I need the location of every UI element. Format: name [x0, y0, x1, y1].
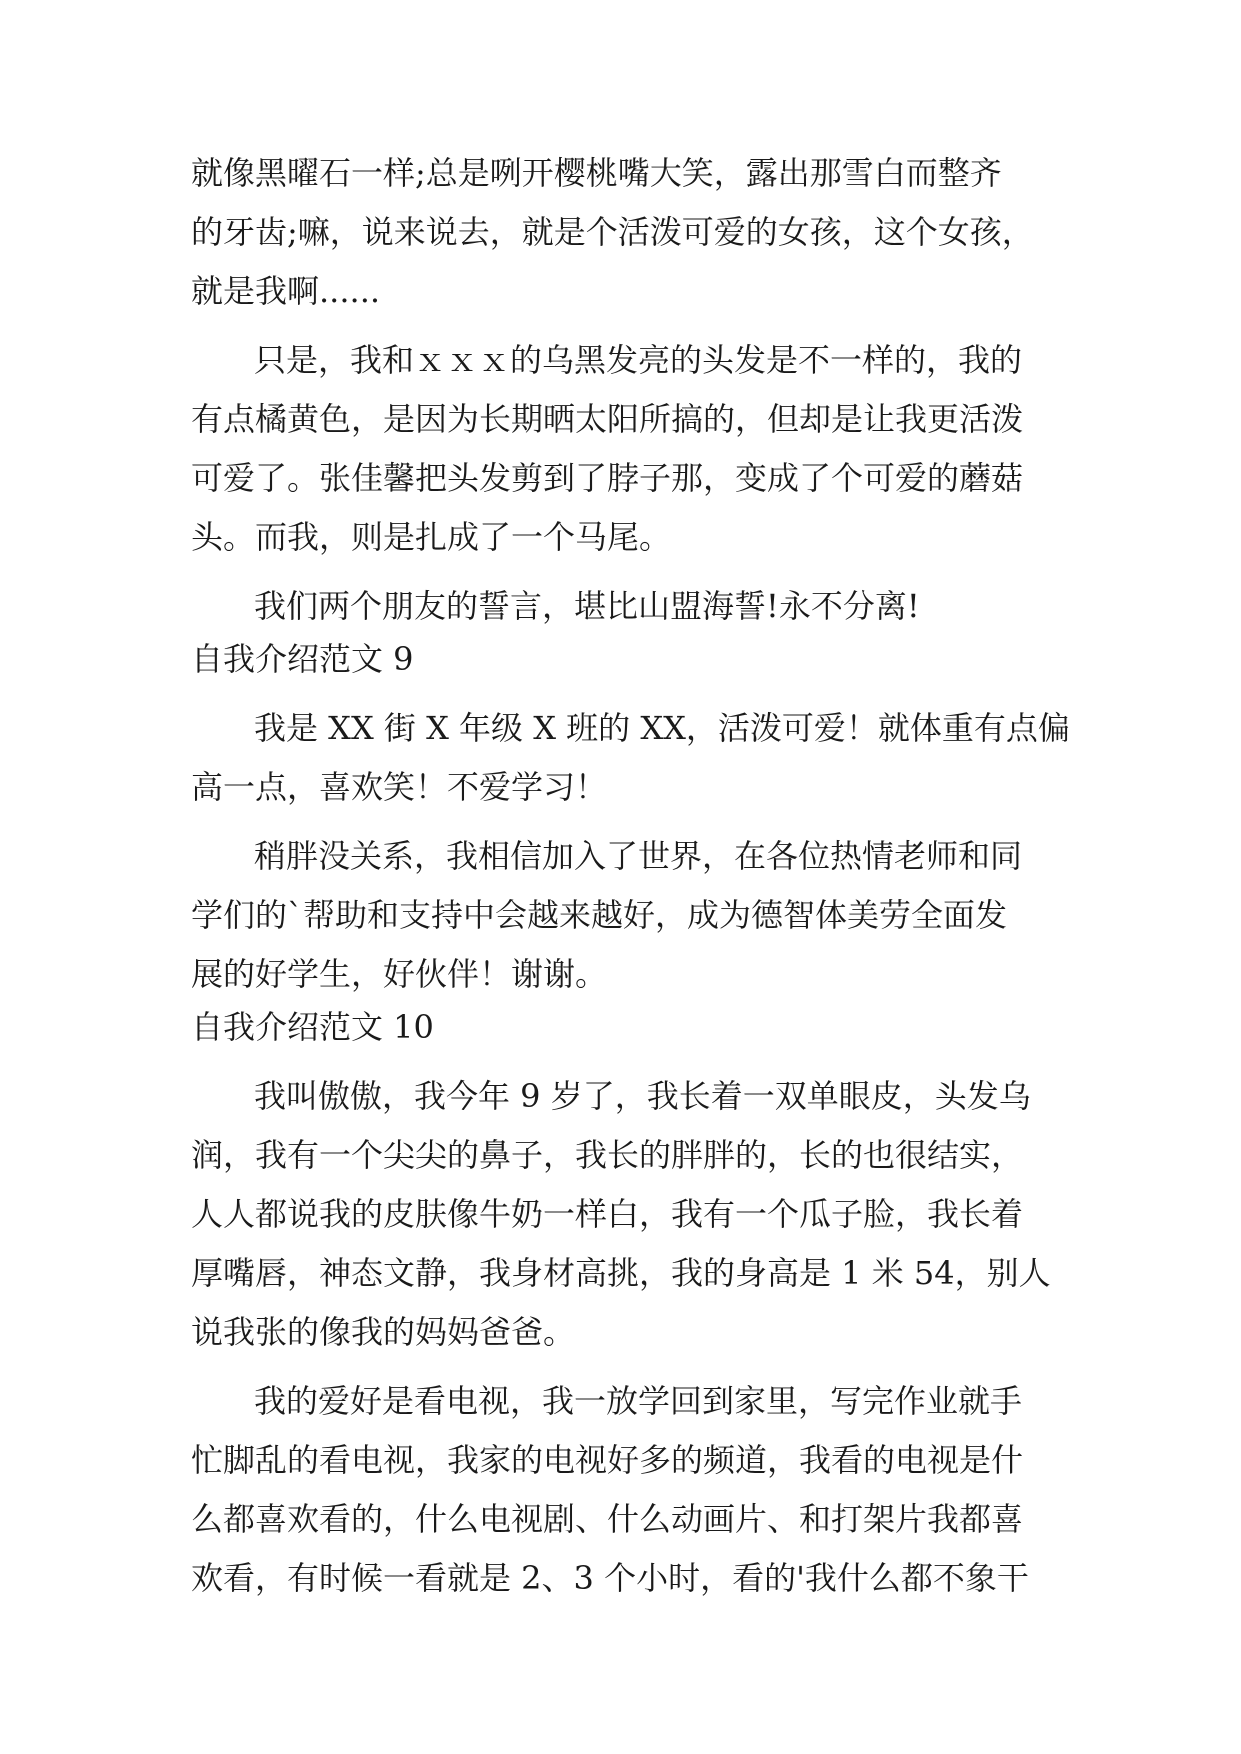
section-heading: 自我介绍范文 10: [191, 1008, 434, 1046]
text-line: 么都喜欢看的，什么电视剧、什么动画片、和打架片我都喜: [191, 1500, 1024, 1538]
text-line: 就是我啊......: [191, 272, 381, 310]
paragraph-first-line: 只是，我和ｘｘｘ的乌黑发亮的头发是不一样的，我的: [254, 341, 1023, 379]
paragraph-first-line: 我是 XX 街 X 年级 X 班的 XX，活泼可爱！就体重有点偏: [254, 709, 1070, 747]
paragraph-first-line: 我的爱好是看电视，我一放学回到家里，写完作业就手: [254, 1382, 1023, 1420]
text-line: 头。而我，则是扎成了一个马尾。: [191, 518, 672, 556]
text-line: 忙脚乱的看电视，我家的电视好多的频道，我看的电视是什: [191, 1441, 1024, 1479]
section-heading: 自我介绍范文 9: [191, 640, 414, 678]
paragraph-first-line: 我们两个朋友的誓言，堪比山盟海誓!永不分离!: [254, 587, 920, 625]
paragraph-first-line: 稍胖没关系，我相信加入了世界，在各位热情老师和同: [254, 837, 1023, 875]
text-line: 展的好学生，好伙伴！谢谢。: [191, 955, 608, 993]
text-line: 欢看，有时候一看就是 2、3 个小时，看的'我什么都不象干: [191, 1559, 1029, 1597]
text-line: 人人都说我的皮肤像牛奶一样白，我有一个瓜子脸，我长着: [191, 1195, 1024, 1233]
text-line: 可爱了。张佳馨把头发剪到了脖子那，变成了个可爱的蘑菇: [191, 459, 1024, 497]
text-line: 高一点，喜欢笑！不爱学习！: [191, 768, 608, 806]
text-line: 有点橘黄色，是因为长期晒太阳所搞的，但却是让我更活泼: [191, 400, 1024, 438]
text-line: 润，我有一个尖尖的鼻子，我长的胖胖的，长的也很结实，: [191, 1136, 1024, 1174]
text-line: 的牙齿;嘛，说来说去，就是个活泼可爱的女孩，这个女孩，: [191, 213, 1034, 251]
text-line: 厚嘴唇，神态文静，我身材高挑，我的身高是 1 米 54，别人: [191, 1254, 1051, 1292]
text-line: 说我张的像我的妈妈爸爸。: [191, 1313, 576, 1351]
text-line: 学们的`帮助和支持中会越来越好，成为德智体美劳全面发: [191, 896, 1008, 934]
paragraph-first-line: 我叫傲傲，我今年 9 岁了，我长着一双单眼皮，头发乌: [254, 1077, 1031, 1115]
text-line: 就像黑曜石一样;总是咧开樱桃嘴大笑，露出那雪白而整齐: [191, 154, 1002, 192]
